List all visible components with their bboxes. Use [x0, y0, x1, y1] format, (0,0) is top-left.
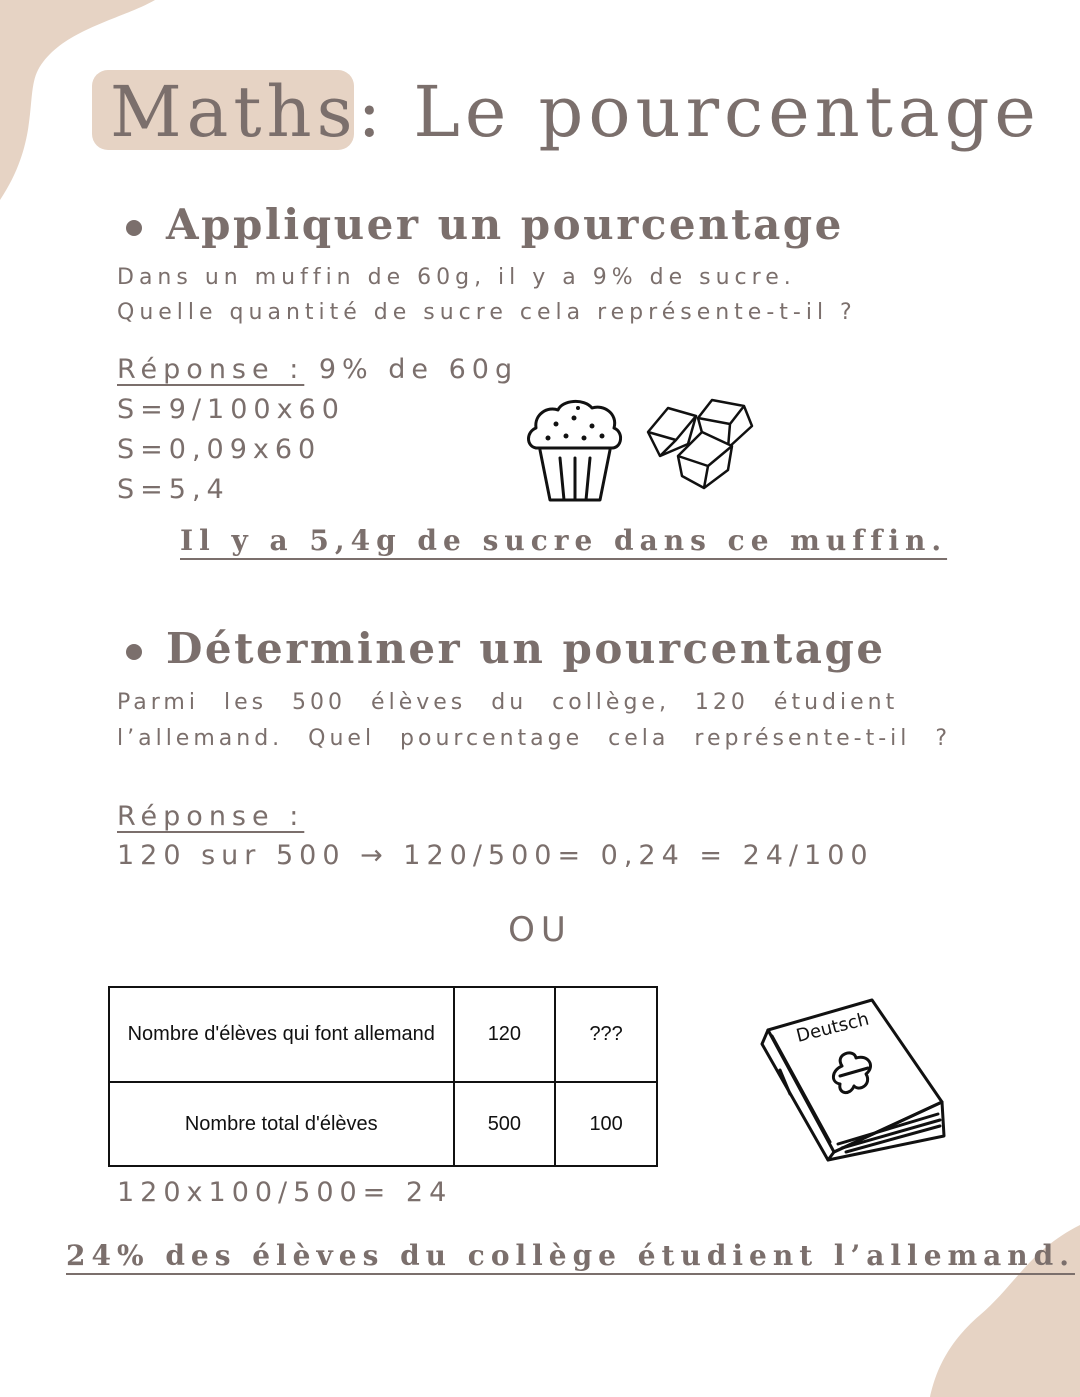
section1-heading: Appliquer un pourcentage: [166, 200, 844, 249]
section1-conclusion: Il y a 5,4g de sucre dans ce muffin.: [180, 524, 948, 557]
section1-step-2: S=0,09x60: [117, 434, 322, 465]
section2-conclusion: 24% des élèves du collège étudient l’allemand.: [66, 1239, 1075, 1272]
title-highlight-text: Maths:: [110, 71, 387, 153]
section2-heading: Déterminer un pourcentage: [166, 624, 886, 673]
table-row2-total: 100: [555, 1082, 657, 1166]
table-row1-label: Nombre d'élèves qui font allemand: [109, 987, 454, 1082]
section2-calc-line2: 120x100/500= 24: [117, 1177, 453, 1208]
table-row2-value: 500: [454, 1082, 556, 1166]
section1-step-1: S=9/100x60: [117, 394, 345, 425]
table-row1-value: 120: [454, 987, 556, 1082]
section1-question-line2: Quelle quantité de sucre cela représente-t-il ?: [117, 300, 857, 325]
german-book-icon: [758, 996, 950, 1166]
section1-answer-value: 9% de 60g: [304, 354, 519, 385]
section1-answer: [117, 354, 518, 385]
or-label: OU: [508, 910, 572, 950]
sugar-cubes-icon: [640, 396, 760, 492]
section1-question-line1: Dans un muffin de 60g, il y a 9% de sucre.: [117, 265, 796, 290]
title-rest-text: Le pourcentage: [386, 71, 1041, 153]
table-row: [109, 1082, 657, 1166]
bullet-icon: [126, 220, 142, 236]
muffin-icon: [522, 396, 628, 508]
section1-step-3: S=5,4: [117, 474, 230, 505]
table-row1-unknown: ???: [555, 987, 657, 1082]
section2-question-line1: Parmi les 500 élèves du collège, 120 étudient: [117, 690, 899, 715]
book-label: Deutsch: [794, 1008, 872, 1047]
table-row: [109, 987, 657, 1082]
proportion-table: [108, 986, 658, 1167]
bullet-icon: [126, 644, 142, 660]
section2-answer-label: Réponse :: [117, 801, 305, 832]
table-row2-label: Nombre total d'élèves: [109, 1082, 454, 1166]
section2-calc-line: 120 sur 500 → 120/500= 0,24 = 24/100: [117, 840, 874, 871]
section2-question-line2: l’allemand. Quel pourcentage cela représente-t-il ?: [117, 726, 952, 751]
section1-answer-label: Réponse :: [117, 354, 305, 385]
